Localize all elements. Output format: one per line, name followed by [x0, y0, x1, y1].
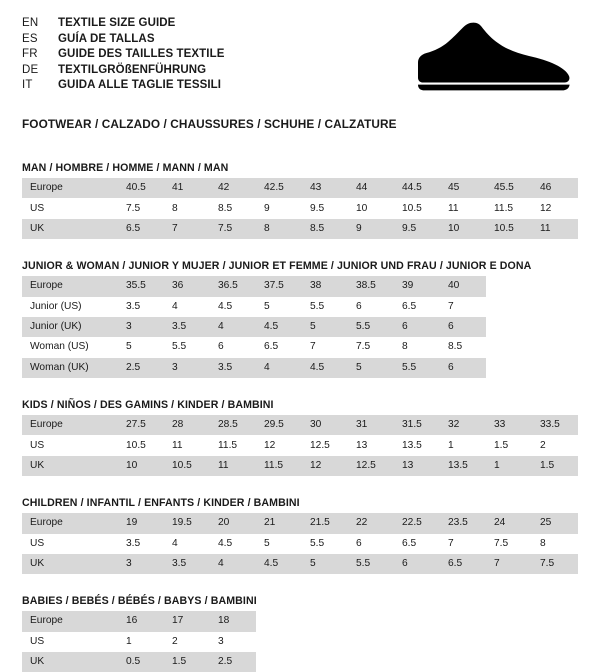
size-cell: 2 — [172, 635, 178, 647]
size-cell-empty — [348, 632, 394, 652]
size-table-man — [22, 178, 578, 239]
size-cell-empty — [532, 358, 578, 378]
size-cell-empty — [486, 317, 532, 337]
size-cell: 10 — [440, 219, 486, 239]
size-cell: 5.5 — [348, 554, 394, 574]
size-cell: 4.5 — [218, 537, 233, 549]
language-code: FR — [22, 48, 38, 61]
size-cell: 2.5 — [118, 358, 164, 378]
size-cell: 12 — [302, 456, 348, 476]
table-row — [22, 513, 578, 533]
size-cell: 3.5 — [126, 537, 141, 549]
size-cell: 10 — [356, 202, 368, 214]
row-label: US — [30, 635, 45, 647]
size-cell: 3 — [118, 554, 164, 574]
size-cell: 0.5 — [118, 652, 164, 672]
size-cell-empty — [440, 632, 486, 652]
size-cell: 7.5 — [494, 537, 509, 549]
size-cell-empty — [256, 611, 302, 631]
size-cell: 10.5 — [402, 202, 422, 214]
size-cell: 25 — [532, 513, 578, 533]
size-cell: 6 — [356, 300, 362, 312]
table-row — [22, 415, 578, 435]
row-label: Europe — [22, 513, 118, 533]
size-cell: 38.5 — [348, 276, 394, 296]
size-cell: 5.5 — [310, 300, 325, 312]
language-title-list-body — [22, 16, 225, 94]
row-label: UK — [22, 652, 118, 672]
size-cell: 8.5 — [448, 341, 463, 353]
size-cell: 1 — [486, 456, 532, 476]
table-row — [22, 652, 578, 672]
row-label: US — [30, 202, 45, 214]
size-cell: 5.5 — [348, 317, 394, 337]
size-cell-empty — [486, 611, 532, 631]
size-cell: 7 — [164, 219, 210, 239]
section-kids — [22, 399, 578, 476]
size-table-junior-woman — [22, 276, 578, 378]
size-cell: 4 — [210, 554, 256, 574]
size-cell-empty — [532, 632, 578, 652]
table-row — [22, 297, 578, 317]
size-cell: 23.5 — [440, 513, 486, 533]
size-cell: 6.5 — [440, 554, 486, 574]
row-label: US — [30, 439, 45, 451]
section-title-children: CHILDREN / INFANTIL / ENFANTS / KINDER / BAMBINI — [22, 497, 300, 510]
table-row — [22, 534, 578, 554]
size-cell: 7.5 — [532, 554, 578, 574]
size-cell: 11.5 — [256, 456, 302, 476]
size-cell: 4 — [172, 300, 178, 312]
table-row — [22, 358, 578, 378]
table-row — [22, 178, 578, 198]
section-junior-woman — [22, 260, 578, 378]
size-cell: 13.5 — [440, 456, 486, 476]
size-cell-empty — [440, 652, 486, 672]
size-cell: 5.5 — [310, 537, 325, 549]
section-title-junior-woman: JUNIOR & WOMAN / JUNIOR Y MUJER / JUNIOR ET FEMME / JUNIOR UND FRAU / JUNIOR E DONA — [22, 260, 532, 273]
row-label: UK — [22, 219, 118, 239]
size-cell: 5 — [302, 554, 348, 574]
size-cell: 10 — [118, 456, 164, 476]
language-code: EN — [22, 17, 39, 29]
size-cell: 13 — [356, 439, 368, 451]
language-code: IT — [22, 79, 33, 92]
size-cell: 24 — [486, 513, 532, 533]
row-label: Junior (UK) — [22, 317, 118, 337]
size-cell: 6.5 — [402, 300, 417, 312]
language-row — [22, 32, 225, 48]
size-cell: 5 — [302, 317, 348, 337]
section-children — [22, 497, 578, 574]
size-cell: 36.5 — [210, 276, 256, 296]
size-cell-empty — [394, 611, 440, 631]
size-cell: 11 — [210, 456, 256, 476]
size-cell: 11 — [448, 202, 459, 214]
size-cell: 10.5 — [126, 439, 146, 451]
table-row — [22, 456, 578, 476]
size-cell: 1.5 — [164, 652, 210, 672]
table-row — [22, 611, 578, 631]
size-cell: 38 — [302, 276, 348, 296]
size-cell: 8.5 — [218, 202, 233, 214]
size-cell: 40.5 — [118, 178, 164, 198]
shoe-illustration-wrap — [382, 16, 578, 100]
size-cell-empty — [486, 358, 532, 378]
size-cell: 7 — [448, 537, 454, 549]
size-cell: 35.5 — [118, 276, 164, 296]
language-row — [22, 78, 225, 94]
size-cell: 6.5 — [118, 219, 164, 239]
size-cell: 45.5 — [486, 178, 532, 198]
row-label: Europe — [22, 611, 118, 631]
size-cell-empty — [486, 337, 532, 357]
size-cell: 37.5 — [256, 276, 302, 296]
size-cell: 3.5 — [126, 300, 141, 312]
size-cell: 17 — [164, 611, 210, 631]
size-cell-empty — [348, 611, 394, 631]
table-row — [22, 219, 578, 239]
category-title: FOOTWEAR / CALZADO / CHAUSSURES / SCHUHE / CALZATURE — [22, 117, 397, 131]
size-cell: 5 — [264, 537, 270, 549]
size-cell: 6 — [356, 537, 362, 549]
size-table-children-body — [22, 513, 578, 574]
size-cell: 39 — [394, 276, 440, 296]
size-cell-empty — [532, 297, 578, 317]
size-cell: 42 — [210, 178, 256, 198]
language-code: ES — [22, 32, 38, 45]
row-label: US — [30, 537, 45, 549]
size-cell-empty — [532, 652, 578, 672]
size-cell: 18 — [210, 611, 256, 631]
size-cell: 12 — [264, 439, 276, 451]
size-cell: 9.5 — [310, 202, 325, 214]
size-cell: 16 — [118, 611, 164, 631]
size-cell: 21.5 — [302, 513, 348, 533]
row-label: Woman (UK) — [22, 358, 118, 378]
language-title: TEXTILE SIZE GUIDE — [58, 17, 176, 29]
language-row — [22, 47, 225, 63]
size-cell: 3 — [218, 635, 224, 647]
section-title-babies: BABIES / BEBÉS / BÉBÉS / BABYS / BAMBINI — [22, 595, 257, 608]
size-table-man-body — [22, 178, 578, 239]
size-table-children — [22, 513, 578, 574]
size-cell: 6.5 — [402, 537, 417, 549]
size-cell: 9.5 — [394, 219, 440, 239]
size-cell-empty — [394, 652, 440, 672]
size-cell: 30 — [302, 415, 348, 435]
size-cell-empty — [486, 276, 532, 296]
size-cell: 5.5 — [172, 341, 187, 353]
size-cell: 1.5 — [532, 456, 578, 476]
size-cell-empty — [486, 632, 532, 652]
size-cell-empty — [302, 632, 348, 652]
size-cell: 10.5 — [164, 456, 210, 476]
table-row — [22, 317, 578, 337]
size-cell: 46 — [532, 178, 578, 198]
size-cell: 7.5 — [210, 219, 256, 239]
size-cell: 42.5 — [256, 178, 302, 198]
section-title-kids: KIDS / NIÑOS / DES GAMINS / KINDER / BAMBINI — [22, 399, 274, 411]
size-table-babies-body — [22, 611, 578, 672]
size-cell: 5.5 — [394, 358, 440, 378]
size-cell: 8 — [540, 537, 546, 549]
size-cell-empty — [486, 652, 532, 672]
size-cell: 36 — [164, 276, 210, 296]
size-cell: 28 — [164, 415, 210, 435]
table-row — [22, 337, 578, 357]
language-row — [22, 16, 225, 32]
page-header — [22, 16, 578, 100]
size-cell: 29.5 — [256, 415, 302, 435]
size-cell: 2 — [540, 439, 546, 451]
size-cell: 40 — [440, 276, 486, 296]
size-cell: 9 — [348, 219, 394, 239]
size-cell: 4.5 — [256, 554, 302, 574]
table-row — [22, 632, 578, 652]
size-cell: 43 — [302, 178, 348, 198]
language-title: GUIDA ALLE TAGLIE TESSILI — [58, 79, 222, 92]
size-cell: 8 — [256, 219, 302, 239]
language-code: DE — [22, 63, 39, 76]
table-row — [22, 554, 578, 574]
size-cell: 11 — [532, 219, 578, 239]
table-row — [22, 435, 578, 455]
size-cell: 3.5 — [164, 554, 210, 574]
size-cell-empty — [256, 632, 302, 652]
size-cell: 11.5 — [494, 202, 514, 214]
size-cell: 20 — [210, 513, 256, 533]
language-title: TEXTILGRÖßENFÜHRUNG — [58, 63, 207, 76]
size-cell: 7 — [448, 300, 454, 312]
language-title-list — [22, 16, 225, 94]
size-cell: 6 — [218, 341, 224, 353]
table-row — [22, 198, 578, 218]
row-label: Europe — [22, 276, 118, 296]
size-cell: 3.5 — [164, 317, 210, 337]
section-babies — [22, 595, 578, 672]
size-cell: 3.5 — [210, 358, 256, 378]
size-cell: 13 — [394, 456, 440, 476]
size-cell-empty — [532, 317, 578, 337]
size-cell-empty — [394, 632, 440, 652]
size-cell: 7 — [486, 554, 532, 574]
size-cell: 44 — [348, 178, 394, 198]
size-cell: 32 — [440, 415, 486, 435]
size-cell: 8 — [402, 341, 408, 353]
size-cell: 44.5 — [394, 178, 440, 198]
section-man — [22, 162, 578, 239]
size-cell: 4.5 — [302, 358, 348, 378]
size-cell: 4 — [256, 358, 302, 378]
size-cell-empty — [486, 297, 532, 317]
language-row — [22, 63, 225, 79]
size-cell: 33 — [486, 415, 532, 435]
size-cell: 21 — [256, 513, 302, 533]
size-table-kids-body — [22, 415, 578, 476]
size-cell: 12.5 — [348, 456, 394, 476]
size-cell: 9 — [264, 202, 270, 214]
row-label: Europe — [22, 415, 118, 435]
size-table-junior-woman-body — [22, 276, 578, 378]
table-row — [22, 276, 578, 296]
size-cell: 33.5 — [532, 415, 578, 435]
size-cell: 10.5 — [486, 219, 532, 239]
dress-shoe-icon — [387, 22, 572, 100]
row-label: UK — [22, 456, 118, 476]
size-cell: 8.5 — [302, 219, 348, 239]
size-cell: 6 — [394, 554, 440, 574]
size-cell: 2.5 — [210, 652, 256, 672]
language-title: GUIDE DES TAILLES TEXTILE — [58, 48, 225, 61]
size-cell: 5 — [126, 341, 132, 353]
size-cell: 22.5 — [394, 513, 440, 533]
size-cell: 19.5 — [164, 513, 210, 533]
size-cell-empty — [532, 276, 578, 296]
size-cell: 4.5 — [218, 300, 233, 312]
size-table-babies — [22, 611, 578, 672]
size-cell: 13.5 — [402, 439, 422, 451]
size-cell: 1 — [448, 439, 454, 451]
size-cell: 7.5 — [356, 341, 371, 353]
size-cell-empty — [256, 652, 302, 672]
size-cell: 11.5 — [218, 439, 238, 451]
size-cell: 22 — [348, 513, 394, 533]
size-table-kids — [22, 415, 578, 476]
size-cell: 12 — [540, 202, 552, 214]
row-label: Junior (US) — [30, 300, 82, 312]
row-label: UK — [22, 554, 118, 574]
size-cell: 1.5 — [494, 439, 509, 451]
size-cell-empty — [302, 652, 348, 672]
size-cell: 6 — [440, 358, 486, 378]
size-cell-empty — [302, 611, 348, 631]
size-cell: 31 — [348, 415, 394, 435]
size-cell: 4 — [172, 537, 178, 549]
size-cell: 28.5 — [210, 415, 256, 435]
size-cell-empty — [532, 611, 578, 631]
size-cell: 4.5 — [256, 317, 302, 337]
size-cell: 45 — [440, 178, 486, 198]
size-cell-empty — [532, 337, 578, 357]
size-cell: 1 — [126, 635, 132, 647]
row-label: Europe — [22, 178, 118, 198]
size-cell-empty — [348, 652, 394, 672]
size-cell: 6.5 — [264, 341, 279, 353]
size-cell: 12.5 — [310, 439, 330, 451]
size-cell: 7.5 — [126, 202, 141, 214]
size-cell: 3 — [118, 317, 164, 337]
size-cell: 11 — [172, 439, 183, 451]
size-cell: 3 — [164, 358, 210, 378]
size-cell: 27.5 — [118, 415, 164, 435]
size-cell: 4 — [210, 317, 256, 337]
language-title: GUÍA DE TALLAS — [58, 32, 155, 45]
size-cell: 7 — [310, 341, 316, 353]
row-label: Woman (US) — [30, 341, 89, 353]
size-cell: 5 — [348, 358, 394, 378]
size-cell: 6 — [394, 317, 440, 337]
size-cell: 5 — [264, 300, 270, 312]
size-cell: 6 — [440, 317, 486, 337]
size-cell: 31.5 — [394, 415, 440, 435]
size-cell: 41 — [164, 178, 210, 198]
size-cell: 19 — [118, 513, 164, 533]
size-cell: 8 — [172, 202, 178, 214]
size-cell-empty — [440, 611, 486, 631]
section-title-man: MAN / HOMBRE / HOMME / MANN / MAN — [22, 162, 229, 174]
